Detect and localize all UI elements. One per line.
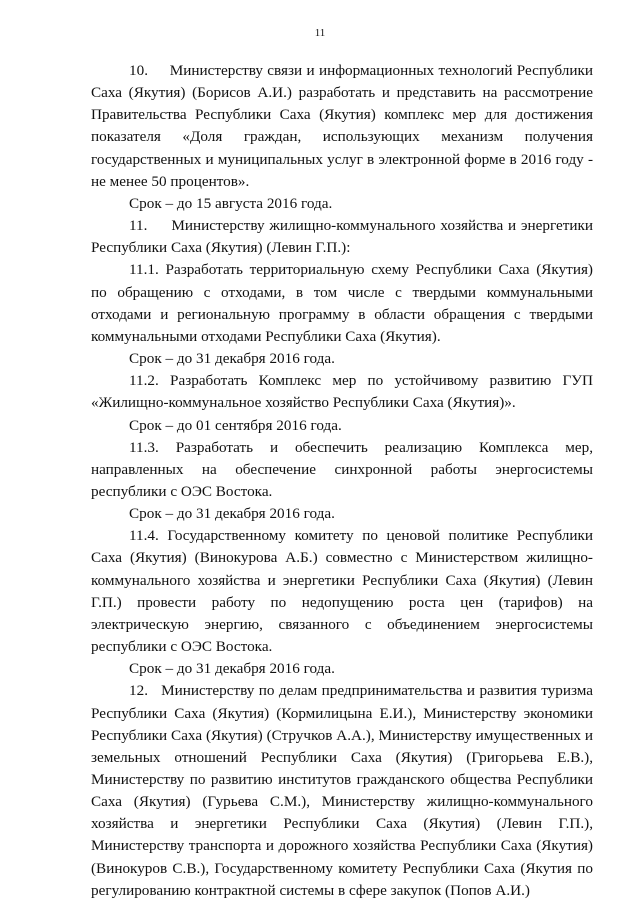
page-number: 11 [314,27,326,39]
paragraph-item-10: 10. Министерству связи и информационных технологий Республики Саха (Якутия) (Борисов А.И.) разработать и представить на рассмотрение Правительства Республики Саха (Якутия) комплекс мер для достижения показателя «Доля граждан, использующих механизм получения государственных и муниципальных услуг в электронной форме в 2016 году - не менее 50 процентов». [91,62,593,190]
deadline-item-11-1: Срок – до 31 декабря 2016 года. [129,350,335,368]
paragraph-item-11-4: 11.4. Государственному комитету по ценовой политике Республики Саха (Якутия) (Винокурова А.Б.) совместно с Министерством жилищно-коммунального хозяйства и энергетики Республики Саха (Якутия) (Левин Г.П.) провести работу по недопущению роста цен (тарифов) на электрическую энергию, связанного с объединением энергосистемы республики с ОЭС Востока. [91,527,593,656]
paragraph-item-11-3: 11.3. Разработать и обеспечить реализацию Комплекса мер, направленных на обеспечение синхронной работы энергосистемы республики с ОЭС Востока. [91,438,593,500]
paragraph-item-11-1: 11.1. Разработать территориальную схему Республики Саха (Якутия) по обращению с отходами, в том числе с твердыми коммунальными отходами и региональную программу в области обращения с твердыми коммунальными отходами Республики Саха (Якутия). [91,261,593,345]
deadline-item-11-4: Срок – до 31 декабря 2016 года. [129,660,335,678]
deadline-item-10: Срок – до 15 августа 2016 года. [129,194,333,212]
deadline-item-11-2: Срок – до 01 сентября 2016 года. [129,416,342,434]
paragraph-item-12: 12. Министерству по делам предпринимательства и развития туризма Республики Саха (Якутия) (Кормилицына Е.И.), Министерству экономики Республики Саха (Якутия) (Стручков А.А.), Министерству имущественных и земельных отношений Республики Саха (Якутия) (Григорьева Е.В.), Министерству по развитию институтов гражданского общества Республики Саха (Якутия) (Гурьева С.М.), Министерству жилищно-коммунального хозяйства и энергетики Республики Саха (Якутия) (Левин Г.П.), Министерству транспорта и дорожного хозяйства Республики Саха (Якутия) (Винокуров С.В.), Государственному комитету Республики Саха (Якутия по регулированию контрактной системы в сфере закупок (Попов А.И.) [91,682,593,899]
paragraph-item-11: 11. Министерству жилищно-коммунального хозяйства и энергетики Республики Саха (Якутия) (Левин Г.П.): [91,217,593,257]
deadline-item-11-3: Срок – до 31 декабря 2016 года. [129,505,335,523]
paragraph-item-11-2: 11.2. Разработать Комплекс мер по устойчивому развитию ГУП «Жилищно-коммунальное хозяйство Республики Саха (Якутия)». [91,372,593,412]
document-body [91,60,593,902]
